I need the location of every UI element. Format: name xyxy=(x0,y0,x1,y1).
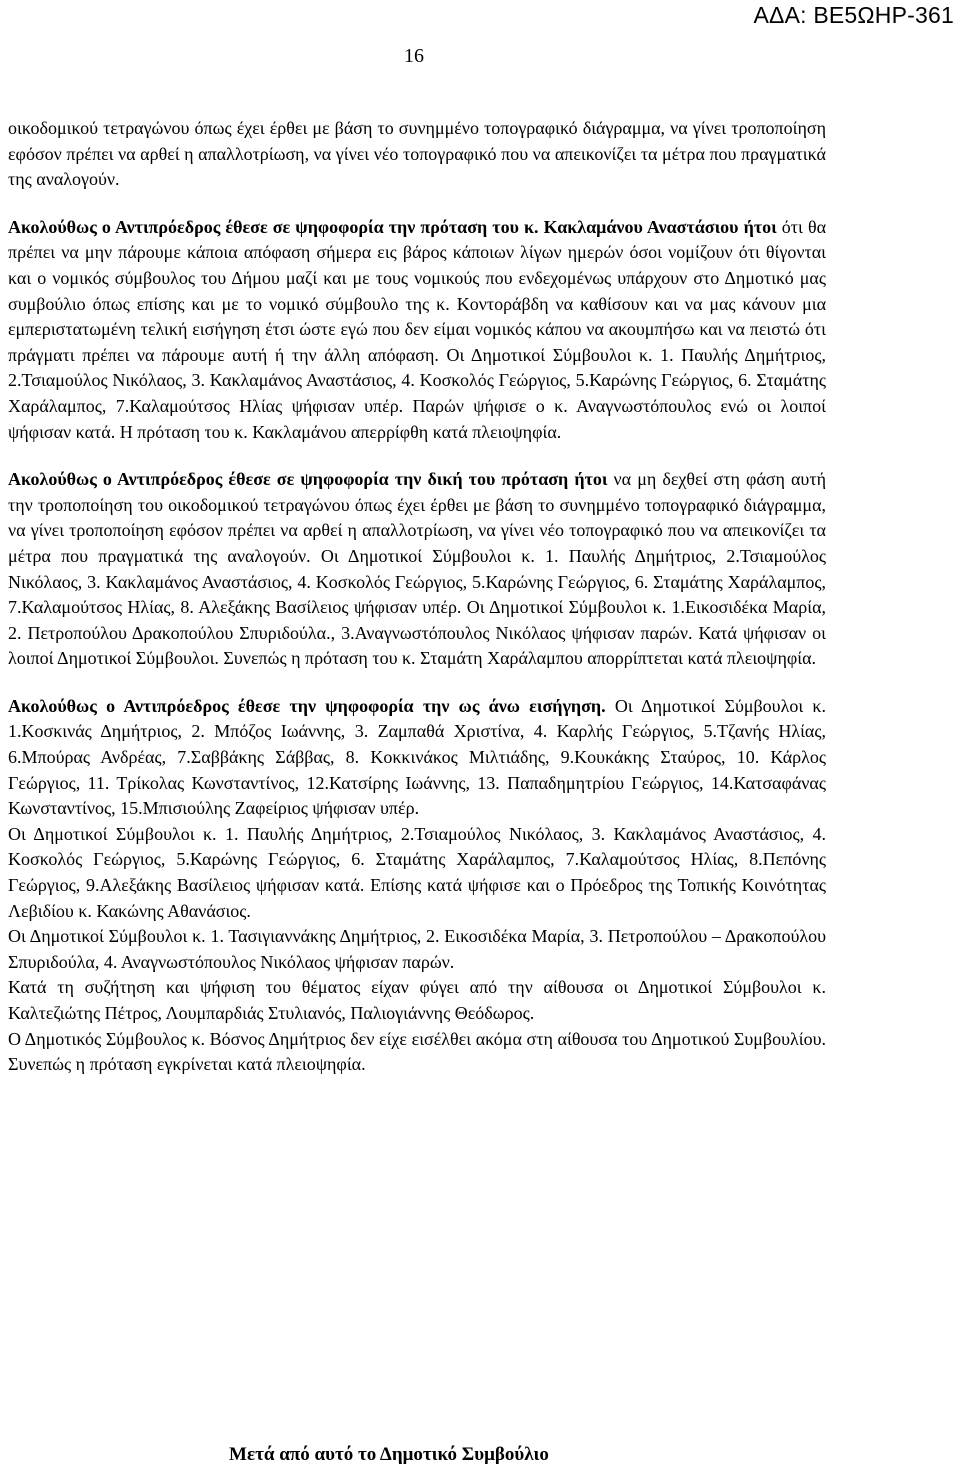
paragraph-3-text: να μη δεχθεί στη φάση αυτή την τροποποίηση του οικοδομικού τετραγώνου όπως έχει έρθει με βάση το συνημμένο τοπογραφικό διάγραμμα, να γίνει τροποποίηση εφόσον πρέπει να αρθεί η απαλλοτρίωση, να γίνει νέο τοπογραφικό που να απεικονίζει τα μέτρα που πραγματικά της αναλογούν. Οι Δημοτικοί Σύμβουλοι κ. 1. Παυλής Δημήτριος, 2.Τσιαμούλος Νικόλαος, 3. Κακλαμάνος Αναστάσιος, 4. Κοσκολός Γεώργιος, 5.Καρώνης Γεώργιος, 6. Σταμάτης Χαράλαμπος, 7.Καλαμούτσος Ηλίας, 8. Αλεξάκης Βασίλειος ψήφισαν υπέρ. Οι Δημοτικοί Σύμβουλοι κ. 1.Εικοσιδέκα Μαρία, 2. Πετροπούλου Δρακοπούλου Σπυριδούλα., 3.Αναγνωστόπουλος Νικόλαος ψήφισαν παρών. Κατά ψήφισαν οι λοιποί Δημοτικοί Σύμβουλοι. Συνεπώς η πρόταση του κ. Σταμάτη Χαράλαμπου απορρίπτεται κατά πλειοψηφία. xyxy=(8,469,826,669)
paragraph-4 xyxy=(8,694,826,822)
ada-code: ΑΔΑ: ΒΕ5ΩΗΡ-361 xyxy=(753,2,954,28)
paragraph-7: Κατά τη συζήτηση και ψήφιση του θέματος είχαν φύγει από την αίθουσα οι Δημοτικοί Σύμβουλοι κ. Καλτεζιώτης Πέτρος, Λουμπαρδιάς Στυλιανός, Παλιογιάννης Θεόδωρος. xyxy=(8,977,826,1023)
paragraph-5: Οι Δημοτικοί Σύμβουλοι κ. 1. Παυλής Δημήτριος, 2.Τσιαμούλος Νικόλαος, 3. Κακλαμάνος Αναστάσιος, 4. Κοσκολός Γεώργιος, 5.Καρώνης Γεώργιος, 6. Σταμάτης Χαράλαμπος, 7.Καλαμούτσος Ηλίας, 8.Πεπόνης Γεώργιος, 9.Αλεξάκης Βασίλειος ψήφισαν κατά. Επίσης κατά ψήφισε και ο Πρόεδρος της Τοπικής Κοινότητας Λεβιδίου κ. Κακώνης Αθανάσιος. xyxy=(8,823,826,921)
paragraph-8: Ο Δημοτικός Σύμβουλος κ. Βόσνος Δημήτριος δεν είχε εισέλθει ακόμα στη αίθουσα του Δημοτικού Συμβουλίου. Συνεπώς η πρόταση εγκρίνεται κατά πλειοψηφία. xyxy=(8,1028,826,1075)
paragraph-1: οικοδομικού τετραγώνου όπως έχει έρθει με βάση το συνημμένο τοπογραφικό διάγραμμα, να γίνει τροποποίηση εφόσον πρέπει να αρθεί η απαλλοτρίωση, να γίνει νέο τοπογραφικό που να απεικονίζει τα μέτρα που πραγματικά της αναλογούν. xyxy=(8,118,826,190)
paragraph-6: Οι Δημοτικοί Σύμβουλοι κ. 1. Τασιγιαννάκης Δημήτριος, 2. Εικοσιδέκα Μαρία, 3. Πετροπούλου – Δρακοπούλου Σπυριδούλα, 4. Αναγνωστόπουλος Νικόλαος ψήφισαν παρών. xyxy=(8,926,826,972)
paragraph-4-bold: Ακολούθως ο Αντιπρόεδρος έθεσε την ψηφοφορία την ως άνω εισήγηση. xyxy=(8,695,606,716)
paragraph-3 xyxy=(8,467,826,672)
paragraph-3-bold: Ακολούθως ο Αντιπρόεδρος έθεσε σε ψηφοφορία την δική του πρόταση ήτοι xyxy=(8,469,608,490)
document-body xyxy=(8,116,826,1078)
paragraph-2-text: ότι θα πρέπει να μην πάρουμε κάποια απόφαση σήμερα εις βάρος κάποιων λίγων ημερών όσοι νομίζουν ότι θίγονται και ο νομικός σύμβουλος του Δήμου μαζί και με τους νομικούς που ενδεχομένως υπάρχουν στο Δημοτικό μας συμβούλιο όπως επίσης και με το νομικό σύμβουλο της κ. Κοντοράβδη να καθίσουν και να μας κάνουν μια εμπεριστατωμένη τελική εισήγηση έτσι ώστε εγώ που δεν είμαι νομικός κάπου να ακουμπήσω και να πειστώ ότι πράγματι πρέπει να πάρουμε αυτή ή την άλλη απόφαση. Οι Δημοτικοί Σύμβουλοι κ. 1. Παυλής Δημήτριος, 2.Τσιαμούλος Νικόλαος, 3. Κακλαμάνος Αναστάσιος, 4. Κοσκολός Γεώργιος, 5.Καρώνης Γεώργιος, 6. Σταμάτης Χαράλαμπος, 7.Καλαμούτσος Ηλίας ψήφισαν υπέρ. Παρών ψήφισε ο κ. Αναγνωστόπουλος ενώ οι λοιποί ψήφισαν κατά. Η πρόταση του κ. Κακλαμάνου απερρίφθη κατά πλειοψηφία. xyxy=(8,216,826,442)
page-number: 16 xyxy=(404,45,424,67)
closing-heading: Μετά από αυτό το Δημοτικό Συμβούλιο xyxy=(229,1444,549,1465)
paragraph-2-bold: Ακολούθως ο Αντιπρόεδρος έθεσε σε ψηφοφορία την πρόταση του κ. Κακλαμάνου Αναστάσιου ήτοι xyxy=(8,216,777,237)
paragraph-4-text: Οι Δημοτικοί Σύμβουλοι κ. 1.Κοσκινάς Δημήτριος, 2. Μπόζος Ιωάννης, 3. Ζαμπαθά Χριστίνα, 4. Καρλής Γεώργιος, 5.Τζανής Ηλίας, 6.Μπούρας Ανδρέας, 7.Σαββάκης Σάββας, 8. Κοκκινάκος Μιλτιάδης, 9.Κουκάκης Σταύρος, 10. Κάρλος Γεώργιος, 11. Τρίκολας Κωνσταντίνος, 12.Κατσίρης Ιωάννης, 13. Παπαδημητρίου Γεώργιος, 14.Κατσαφάνας Κωνσταντίνος, 15.Μπισιούλης Ζαφείριος ψήφισαν υπέρ. xyxy=(8,695,826,819)
paragraph-2 xyxy=(8,215,826,445)
